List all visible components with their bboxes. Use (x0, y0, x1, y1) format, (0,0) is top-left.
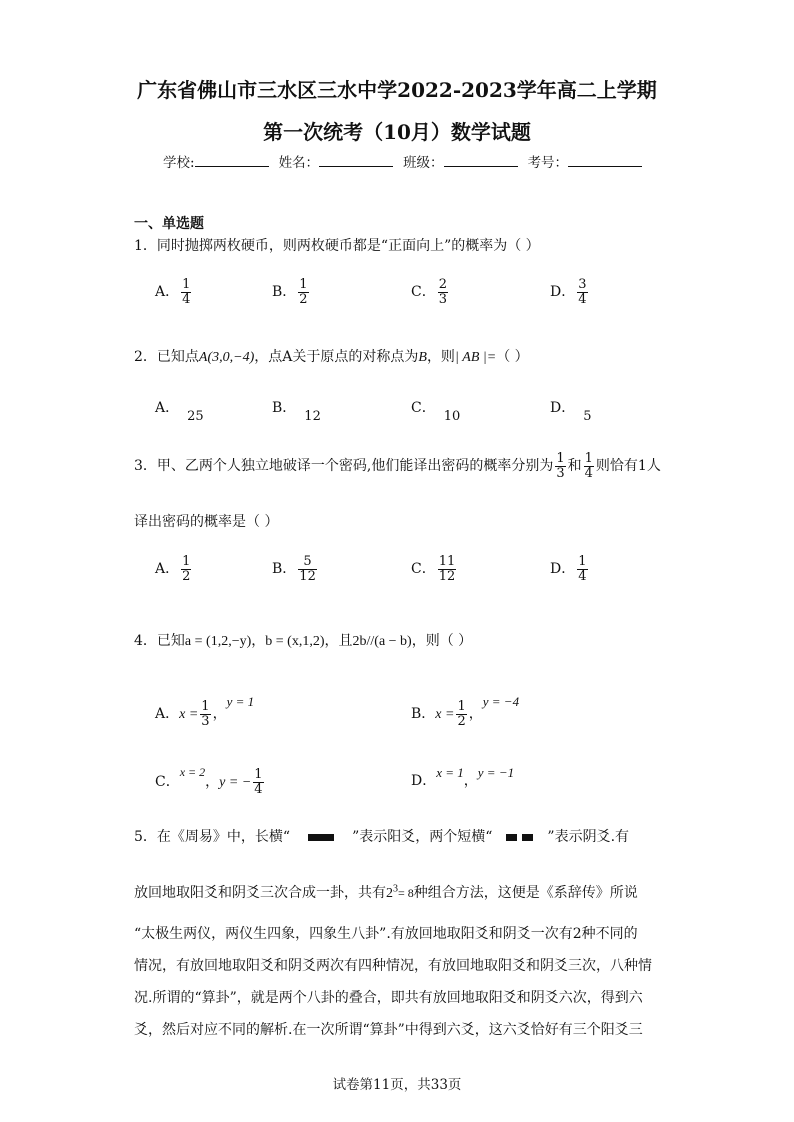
school-label: 学校: (163, 155, 195, 171)
numerator: 1 (457, 699, 466, 714)
comma: ， (463, 773, 478, 789)
x-value: x = 2 (179, 765, 206, 780)
q3-suffix: 则恰有1人 (595, 458, 661, 475)
numerator: 1 (556, 451, 565, 466)
question-5-line1 (134, 826, 629, 846)
fraction (298, 278, 308, 306)
denominator: 4 (584, 465, 593, 481)
question-2-text (134, 346, 529, 366)
abs-ab: | AB |= (454, 350, 497, 365)
page-footer: 试卷第11页，共33页 (332, 1077, 462, 1093)
vector-a: a = (1,2,−y) (184, 634, 252, 649)
vector-b: b = (x,1,2) (265, 634, 325, 649)
fraction (577, 555, 587, 583)
question-5-line3: “太极生两仪，两仪生四象，四象生八卦”.有放回地取阳爻和阴爻一次有2种不同的 (134, 926, 638, 942)
school-blank (195, 154, 269, 167)
y-equals: y = − (219, 775, 252, 791)
option-value: 5 (583, 409, 592, 424)
numerator: 3 (578, 277, 587, 292)
power-result: = 8 (398, 886, 414, 900)
denominator: 3 (438, 291, 447, 307)
option-value: 12 (304, 409, 321, 424)
fraction (577, 278, 587, 306)
denominator: 4 (578, 568, 587, 584)
numerator: 1 (584, 451, 593, 466)
fraction (555, 452, 565, 480)
q4-suffix: ，则（ ） (411, 633, 473, 649)
option-label: B． (272, 284, 297, 301)
q2-option-b (272, 397, 321, 424)
y-value: y = 1 (226, 694, 255, 710)
name-blank (319, 154, 393, 167)
y-value: y = −4 (482, 694, 520, 710)
y-value: y = −1 (477, 765, 515, 780)
fraction (200, 700, 210, 728)
option-label: D． (550, 400, 576, 416)
q1-option-d (550, 278, 590, 306)
q3-option-b (272, 555, 319, 583)
q4-option-b (411, 694, 520, 729)
q4-option-c (155, 765, 266, 797)
q4-prefix: 4．已知 (134, 633, 185, 649)
comma: ， (468, 706, 483, 723)
q4-sep: ， (251, 633, 266, 649)
denominator: 3 (201, 713, 210, 729)
denominator: 4 (182, 291, 191, 307)
question-3-line1 (134, 452, 661, 480)
yang-line-icon (308, 834, 334, 841)
comma: ， (212, 706, 227, 723)
option-label: C． (155, 774, 180, 791)
option-label: C． (411, 561, 436, 578)
option-label: A． (155, 561, 180, 578)
denominator: 3 (556, 465, 565, 481)
question-1-text: 1．同时抛掷两枚硬币，则两枚硬币都是“正面向上”的概率为（ ） (134, 238, 540, 254)
q3-option-d (550, 555, 590, 583)
fraction (438, 555, 457, 583)
q5-text: ”表示阴爻.有 (547, 829, 630, 845)
q1-option-c (411, 278, 450, 306)
option-label: B． (272, 400, 297, 416)
q1-option-b (272, 278, 311, 306)
exam-no-label: 考号： (527, 155, 569, 171)
q1-option-a (155, 278, 193, 306)
q5-text: 种组合方法，这便是《系辞传》所说 (413, 885, 638, 901)
power-base: 2 (386, 886, 393, 901)
question-5-line5: 况.所谓的“算卦”，就是两个八卦的叠合，即共有放回地取阳爻和阴爻六次，得到六 (134, 990, 643, 1006)
q5-text: 5．在《周易》中，长横“ (134, 829, 291, 845)
fraction (181, 555, 191, 583)
numerator: 1 (182, 554, 191, 569)
x-equals: x = (435, 707, 455, 723)
parallel-condition: 2b//(a − b) (352, 634, 412, 649)
option-label: C． (411, 400, 436, 416)
option-label: A． (155, 706, 180, 723)
numerator: 1 (578, 554, 587, 569)
numerator: 5 (303, 554, 312, 569)
q4-cond-pre: ，且 (324, 633, 353, 649)
question-3-line2: 译出密码的概率是（ ） (134, 514, 279, 530)
q4-option-a (155, 694, 255, 729)
numerator: 1 (254, 767, 263, 782)
option-label: D． (550, 561, 576, 578)
fraction (584, 452, 594, 480)
comma: ， (205, 774, 220, 791)
q2-suffix: ，则 (426, 349, 455, 365)
q2-middle: ，点A关于原点的对称点为 (254, 349, 419, 365)
question-5-line2 (134, 882, 638, 902)
numerator: 1 (299, 277, 308, 292)
numerator: 1 (182, 277, 191, 292)
q3-option-a (155, 555, 193, 583)
point-b: B (418, 350, 427, 365)
q3-and: 和 (567, 458, 582, 475)
fraction (181, 278, 191, 306)
q3-prefix: 3．甲、乙两个人独立地破译一个密码,他们能译出密码的概率分别为 (134, 458, 554, 475)
denominator: 2 (299, 291, 308, 307)
q2-prefix: 2．已知点 (134, 349, 199, 365)
q2-option-a (155, 397, 204, 424)
fraction (438, 278, 448, 306)
denominator: 12 (438, 568, 456, 584)
option-label: B． (272, 561, 297, 578)
denominator: 2 (457, 713, 466, 729)
option-label: C． (411, 284, 436, 301)
option-label: B． (411, 706, 436, 723)
question-4-text (134, 630, 472, 650)
denominator: 2 (182, 568, 191, 584)
option-label: D． (550, 284, 576, 301)
option-label: D． (411, 773, 437, 789)
option-value: 25 (187, 409, 204, 424)
denominator: 4 (254, 781, 263, 797)
option-value: 10 (443, 409, 461, 424)
option-label: A． (155, 400, 180, 416)
q5-text: 放回地取阳爻和阴爻三次合成一卦，共有 (134, 885, 386, 901)
x-equals: x = (179, 707, 199, 723)
name-label: 姓名： (278, 155, 320, 171)
numerator: 11 (438, 554, 456, 569)
denominator: 12 (299, 568, 316, 584)
fraction (298, 555, 317, 583)
q2-option-c (411, 397, 461, 424)
exam-no-blank (568, 154, 642, 167)
question-5-line4: 情况，有放回地取阳爻和阴爻两次有四种情况，有放回地取阳爻和阴爻三次，八种情 (134, 958, 652, 974)
question-5-line6: 爻，然后对应不同的解析.在一次所谓“算卦”中得到六爻，这六爻恰好有三个阳爻三 (134, 1022, 643, 1038)
q2-paren: （ ） (496, 349, 529, 365)
option-label: A． (155, 284, 180, 301)
class-label: 班级： (403, 155, 444, 171)
numerator: 1 (201, 699, 210, 714)
q2-option-d (550, 397, 592, 424)
x-value: x = 1 (436, 765, 464, 780)
class-blank (444, 154, 518, 167)
section-heading: 一、单选题 (134, 216, 204, 232)
q4-option-d (411, 765, 515, 790)
fraction (456, 700, 466, 728)
point-a: A(3,0,−4) (198, 350, 255, 365)
q5-text: ”表示阳爻，两个短横“ (352, 829, 493, 845)
exam-title-line1: 广东省佛山市三水区三水中学2022-2023学年高二上学期 (137, 78, 657, 102)
student-info-row (163, 151, 652, 171)
yin-line-icon (506, 829, 533, 845)
power-exponent: 3 (393, 883, 398, 895)
exam-title-line2: 第一次统考（10月）数学试题 (263, 120, 531, 144)
denominator: 4 (578, 291, 587, 307)
fraction (253, 768, 263, 796)
numerator: 2 (438, 277, 447, 292)
q3-option-c (411, 555, 458, 583)
